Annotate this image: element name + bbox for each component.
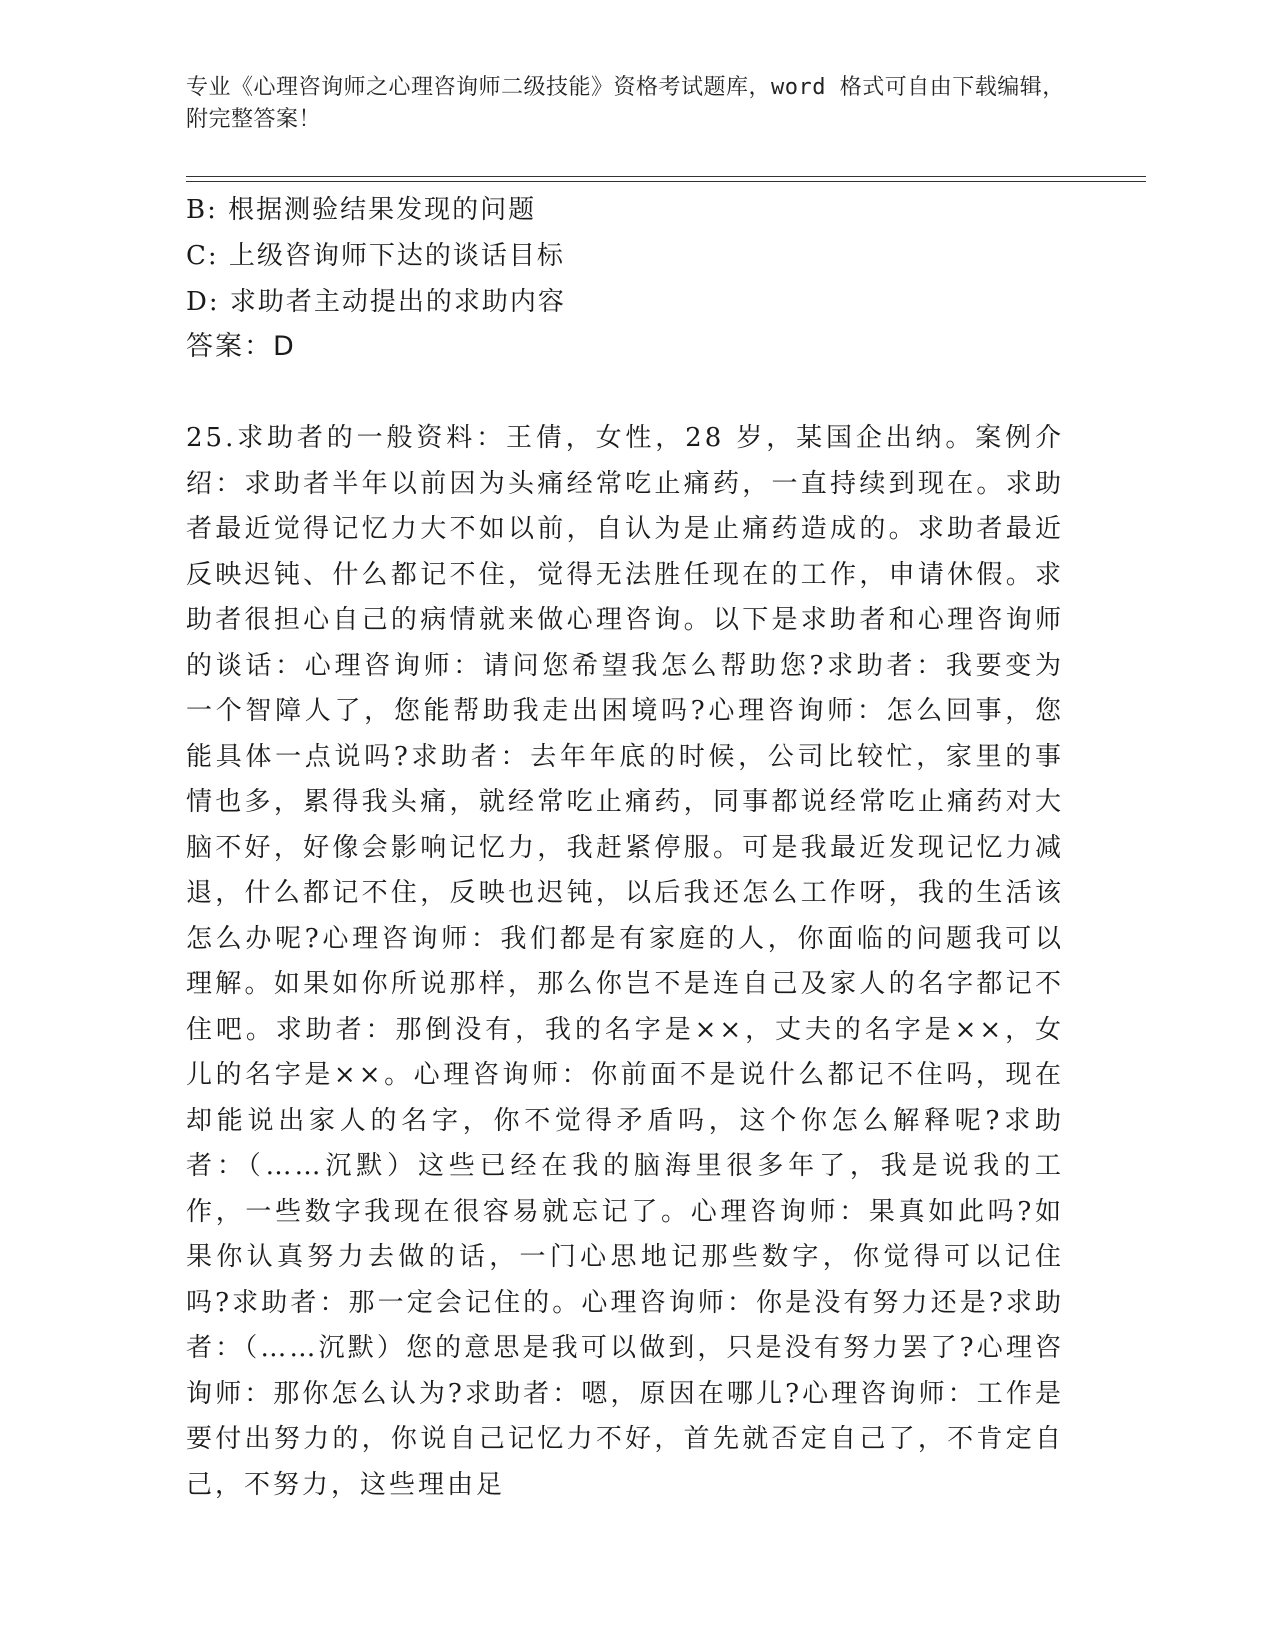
header-divider-top: [186, 176, 1146, 177]
answer-options: [186, 187, 1126, 325]
option-c: C: 上级咨询师下达的谈话目标: [186, 241, 565, 271]
option-b: B: 根据测验结果发现的问题: [186, 195, 537, 225]
option-d: D: 求助者主动提出的求助内容: [186, 287, 566, 317]
question-25-text: 25.求助者的一般资料：王倩，女性，28 岁，某国企出纳。案例介绍：求助者半年以前因为头痛经常吃止痛药，一直持续到现在。求助者最近觉得记忆力大不如以前，自认为是止痛药造成的。求助者最近反映迟钝、什么都记不住，觉得无法胜任现在的工作，申请休假。求助者很担心自己的病情就来做心理咨询。以下是求助者和心理咨询师的谈话：心理咨询师：请问您希望我怎么帮助您?求助者：我要变为一个智障人了，您能帮助我走出困境吗?心理咨询师：怎么回事，您能具体一点说吗?求助者：去年年底的时候，公司比较忙，家里的事情也多，累得我头痛，就经常吃止痛药，同事都说经常吃止痛药对大脑不好，好像会影响记忆力，我赶紧停服。可是我最近发现记忆力减退，什么都记不住，反映也迟钝，以后我还怎么工作呀，我的生活该怎么办呢?心理咨询师：我们都是有家庭的人，你面临的问题我可以理解。如果如你所说那样，那么你岂不是连自己及家人的名字都记不住吧。求助者：那倒没有，我的名字是××，丈夫的名字是××，女儿的名字是××。心理咨询师：你前面不是说什么都记不住吗，现在却能说出家人的名字，你不觉得矛盾吗，这个你怎么解释呢?求助者：（……沉默）这些已经在我的脑海里很多年了，我是说我的工作，一些数字我现在很容易就忘记了。心理咨询师：果真如此吗?如果你认真努力去做的话，一门心思地记那些数字，你觉得可以记住吗?求助者：那一定会记住的。心理咨询师：你是没有努力还是?求助者：（……沉默）您的意思是我可以做到，只是没有努力罢了?心理咨询师：那你怎么认为?求助者：嗯，原因在哪儿?心理咨询师：工作是要付出努力的，你说自己记忆力不好，首先就否定自己了，不肯定自己，不努力，这些理由足: [186, 423, 1064, 1500]
answer-line: 答案：D: [186, 331, 296, 362]
header-divider-bottom: [186, 181, 1146, 182]
page-header: 专业《心理咨询师之心理咨询师二级技能》资格考试题库，word 格式可自由下载编辑，附完整答案！: [186, 75, 1065, 132]
